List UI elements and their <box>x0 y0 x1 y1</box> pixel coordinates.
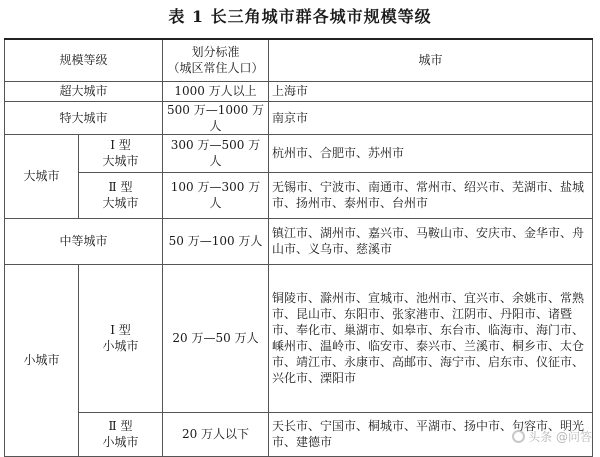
sublevel-type: Ⅱ 型 <box>108 180 133 194</box>
cities-small-2: 天长市、宁国市、桐城市、平湖市、扬中市、句容市、明光市、建德市 <box>269 412 593 456</box>
header-standard-line2: （城区常住人口） <box>167 61 264 76</box>
watermark <box>512 428 592 445</box>
table-row <box>5 172 593 218</box>
sublevel-type: Ⅰ 型 <box>110 323 131 337</box>
level-medium: 中等城市 <box>5 218 163 264</box>
cities-mega: 南京市 <box>269 101 593 134</box>
table-row <box>5 264 593 412</box>
level-small: 小城市 <box>5 264 79 456</box>
standard-small-2: 20 万人以下 <box>163 412 269 456</box>
sublevel-large-2 <box>79 172 163 218</box>
cities-small-1: 铜陵市、滁州市、宣城市、池州市、宜兴市、余姚市、常熟市、昆山市、东阳市、张家港市、江阴市、丹阳市、诸暨市、奉化市、巢湖市、如皋市、东台市、临海市、海门市、嵊州市、温岭市、临安市、泰兴市、兰溪市、桐乡市、太仓市、靖江市、永康市、高邮市、海宁市、启东市、仪征市、兴化市、溧阳市 <box>269 264 593 412</box>
standard-large-2: 100 万—300 万人 <box>163 172 269 218</box>
table-row <box>5 412 593 456</box>
cities-large-2: 无锡市、宁波市、南通市、常州市、绍兴市、芜湖市、盐城市、扬州市、泰州市、台州市 <box>269 172 593 218</box>
watermark-text: 头条 @问答 <box>528 430 592 444</box>
header-standard-line1: 划分标准 <box>191 45 240 60</box>
watermark-logo-icon <box>512 430 525 443</box>
table-header-row <box>5 39 593 81</box>
level-mega: 特大城市 <box>5 101 163 134</box>
header-scale-level: 规模等级 <box>5 39 163 81</box>
standard-medium: 50 万—100 万人 <box>163 218 269 264</box>
sublevel-name: 大城市 <box>102 154 139 168</box>
table-row <box>5 101 593 134</box>
sublevel-small-1 <box>79 264 163 412</box>
header-cities: 城市 <box>269 39 593 81</box>
table-row <box>5 218 593 264</box>
sublevel-name: 小城市 <box>102 435 139 449</box>
standard-large-1: 300 万—500 万人 <box>163 134 269 172</box>
sublevel-type: Ⅰ 型 <box>110 138 131 152</box>
sublevel-name: 小城市 <box>102 339 139 353</box>
sublevel-type: Ⅱ 型 <box>108 419 133 433</box>
cities-medium: 镇江市、湖州市、嘉兴市、马鞍山市、安庆市、金华市、舟山市、义乌市、慈溪市 <box>269 218 593 264</box>
header-standard <box>163 39 269 81</box>
sublevel-name: 大城市 <box>102 196 139 210</box>
table-row <box>5 134 593 172</box>
sublevel-large-1 <box>79 134 163 172</box>
level-super: 超大城市 <box>5 81 163 101</box>
standard-super: 1000 万人以上 <box>163 81 269 101</box>
cities-super: 上海市 <box>269 81 593 101</box>
table-title: 表 1 长三角城市群各城市规模等级 <box>168 7 432 26</box>
sublevel-small-2 <box>79 412 163 456</box>
level-large: 大城市 <box>5 134 79 218</box>
city-scale-table <box>4 38 593 457</box>
standard-small-1: 20 万—50 万人 <box>163 264 269 412</box>
table-row <box>5 81 593 101</box>
standard-mega: 500 万—1000 万人 <box>163 101 269 134</box>
cities-large-1: 杭州市、合肥市、苏州市 <box>269 134 593 172</box>
